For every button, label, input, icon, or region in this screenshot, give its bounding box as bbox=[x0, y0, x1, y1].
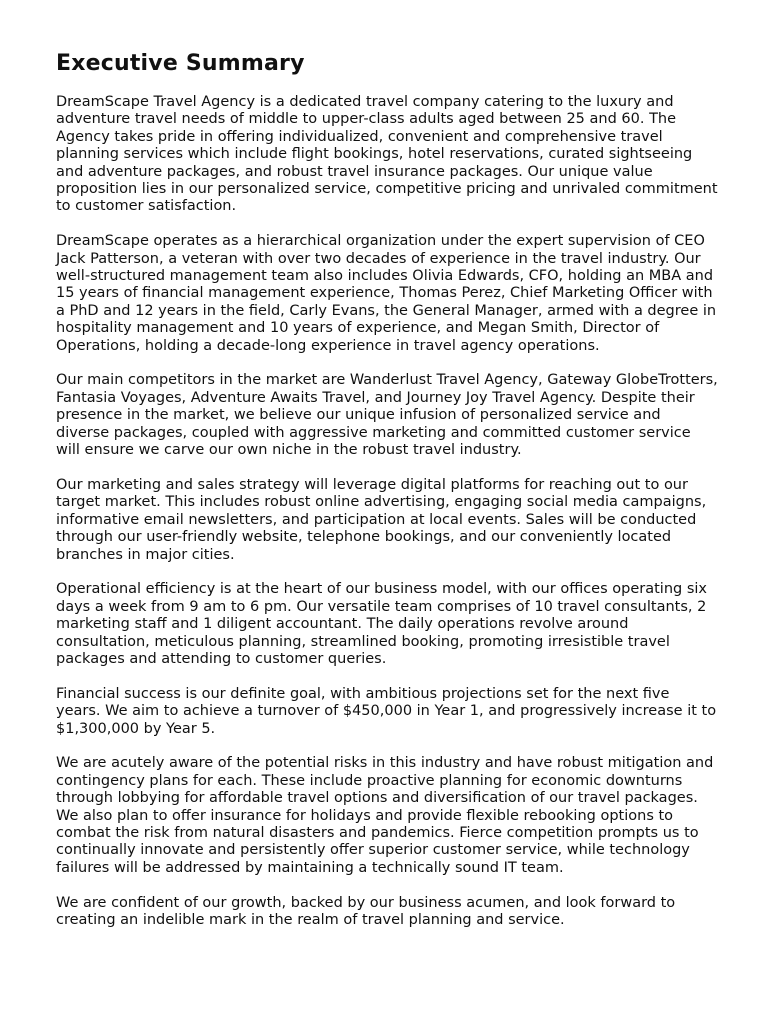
document-page bbox=[56, 50, 718, 947]
document-title: Executive Summary bbox=[56, 51, 305, 76]
paragraph-competitors: Our main competitors in the market are Wanderlust Travel Agency, Gateway GlobeTrotters, Fantasia Voyages, Adventure Awaits Travel, and Journey Joy Travel Agency. Despite their presence in the market, we believe our unique infusion of personalized service and diverse packages, coupled with aggressive marketing and committed customer service will ensure we carve our own niche in the robust travel industry. bbox=[56, 372, 718, 459]
paragraph-management: DreamScape operates as a hierarchical organization under the expert supervision of CEO Jack Patterson, a veteran with over two decades of experience in the travel industry. Our well-structured management team also includes Olivia Edwards, CFO, holding an MBA and 15 years of financial management experience, Thomas Perez, Chief Marketing Officer with a PhD and 12 years in the field, Carly Evans, the General Manager, armed with a degree in hospitality management and 10 years of experience, and Megan Smith, Director of Operations, holding a decade-long experience in travel agency operations. bbox=[56, 233, 717, 354]
paragraph-conclusion: We are confident of our growth, backed by our business acumen, and look forward to creating an indelible mark in the realm of travel planning and service. bbox=[56, 894, 676, 928]
paragraph-marketing: Our marketing and sales strategy will leverage digital platforms for reaching out to our target market. This includes robust online advertising, engaging social media campaigns, informative email newsletters, and participation at local events. Sales will be conducted through our user-friendly website, telephone bookings, and our conveniently located branches in major cities. bbox=[56, 476, 707, 563]
paragraph-overview: DreamScape Travel Agency is a dedicated travel company catering to the luxury and adventure travel needs of middle to upper-class adults aged between 25 and 60. The Agency takes pride in offering individualized, convenient and comprehensive travel planning services which include flight bookings, hotel reservations, curated sightseeing and adventure packages, and robust travel insurance packages. Our unique value proposition lies in our personalized service, competitive pricing and unrivaled commitment to customer satisfaction. bbox=[56, 94, 718, 215]
paragraph-operations: Operational efficiency is at the heart of our business model, with our offices operating six days a week from 9 am to 6 pm. Our versatile team comprises of 10 travel consultants, 2 marketing staff and 1 diligent accountant. The daily operations revolve around consultation, meticulous planning, streamlined booking, promoting irresistible travel packages and attending to customer queries. bbox=[56, 581, 707, 667]
paragraph-financial: Financial success is our definite goal, with ambitious projections set for the next five years. We aim to achieve a turnover of $450,000 in Year 1, and progressively increase it to $1,300,000 by Year 5. bbox=[56, 685, 717, 737]
paragraph-risks: We are acutely aware of the potential risks in this industry and have robust mitigation and contingency plans for each. These include proactive planning for economic downturns through lobbying for affordable travel options and diversification of our travel packages. We also plan to offer insurance for holidays and provide flexible rebooking options to combat the risk from natural disasters and pandemics. Fierce competition prompts us to continually innovate and persistently offer superior customer service, while technology failures will be addressed by maintaining a technically sound IT team. bbox=[56, 755, 714, 876]
